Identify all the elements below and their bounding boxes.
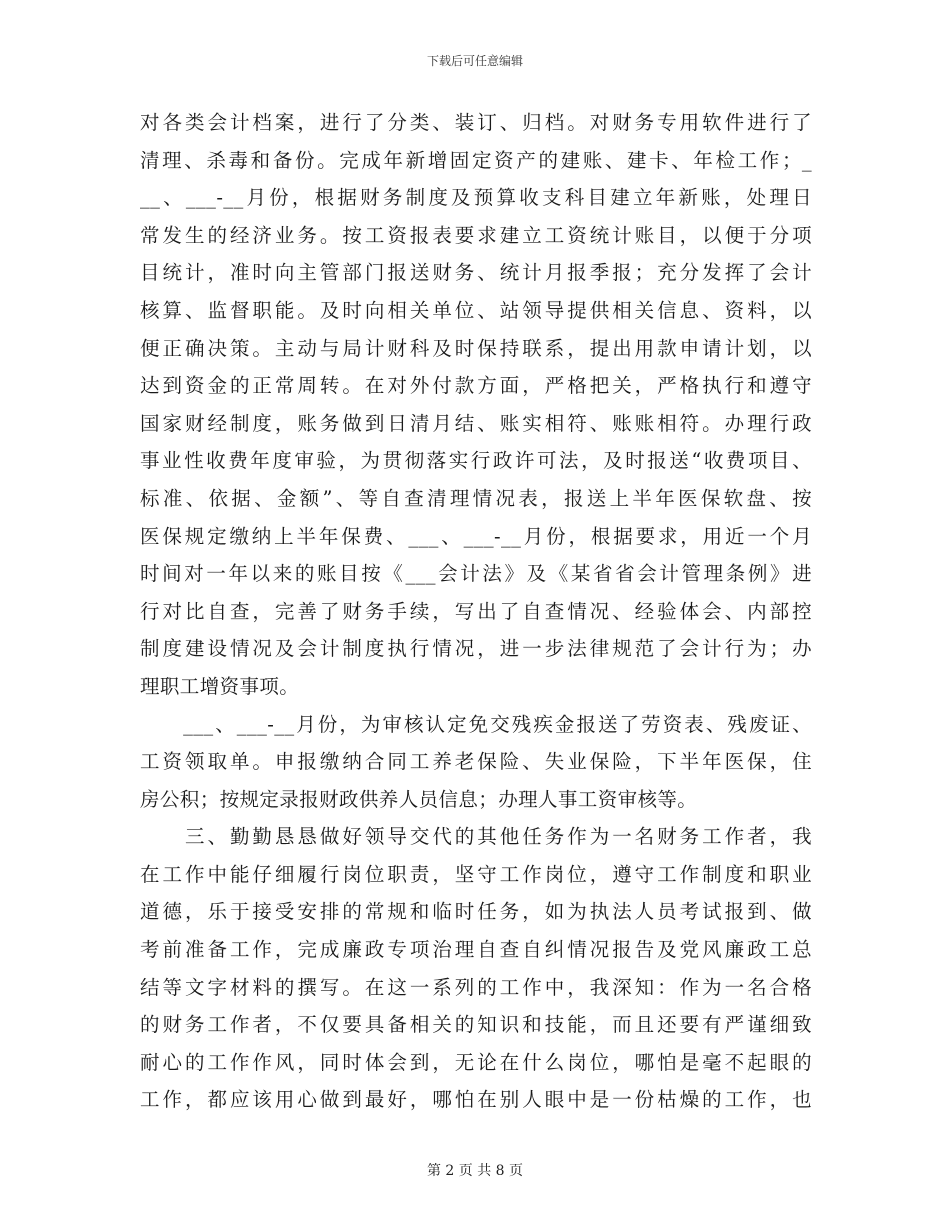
page-header: 下载后可任意编辑 [426, 54, 523, 68]
document-body [140, 104, 812, 1119]
text-line: 工资领取单。申报缴纳合同工养老保险、失业保险，下半年医保，住 [140, 750, 812, 774]
text-line: 耐心的工作作风，同时体会到，无论在什么岗位，哪怕是毫不起眼的 [140, 1050, 812, 1074]
text-line: 道德，乐于接受安排的常规和临时任务，如为执法人员考试报到、做 [140, 900, 812, 924]
text-line: 常发生的经济业务。按工资报表要求建立工资统计账目，以便于分项 [140, 223, 812, 247]
text-line: 考前准备工作，完成廉政专项治理自查自纠情况报告及党风廉政工总 [140, 938, 812, 962]
text-line: 清理、杀毒和备份。完成年新增固定资产的建账、建卡、年检工作；_ [140, 148, 812, 172]
text-line: 的财务工作者，不仅要具备相关的知识和技能，而且还要有严谨细致 [140, 1013, 812, 1037]
text-line: 在工作中能仔细履行岗位职责，坚守工作岗位，遵守工作制度和职业 [140, 862, 812, 886]
text-line: 医保规定缴纳上半年保费、___、___-__月份，根据要求，用近一个月 [140, 524, 812, 548]
text-line: 目统计，准时向主管部门报送财务、统计月报季报；充分发挥了会计 [140, 261, 812, 285]
text-line: 理职工增资事项。 [140, 674, 300, 698]
text-line: 结等文字材料的撰写。在这一系列的工作中，我深知：作为一名合格 [140, 975, 812, 999]
text-line: 三、勤勤恳恳做好领导交代的其他任务作为一名财务工作者，我 [140, 825, 812, 849]
text-line: 标准、依据、金额”、等自查清理情况表，报送上半年医保软盘、按 [140, 486, 812, 510]
text-line: 核算、监督职能。及时向相关单位、站领导提供相关信息、资料，以 [140, 298, 812, 322]
text-line: 对各类会计档案，进行了分类、装订、归档。对财务专用软件进行了 [140, 111, 812, 134]
text-line: 国家财经制度，账务做到日清月结、账实相符、账账相符。办理行政 [140, 411, 812, 435]
text-line: 工作，都应该用心做到最好，哪怕在别人眼中是一份枯燥的工作，也 [140, 1088, 812, 1112]
text-line: 便正确决策。主动与局计财科及时保持联系，提出用款申请计划，以 [140, 336, 812, 360]
text-line: 行对比自查，完善了财务手续，写出了自查情况、经验体会、内部控 [140, 599, 812, 623]
page-footer: 第 2 页 共 8 页 [426, 1163, 524, 1179]
text-line: ___、___-__月份，为审核认定免交残疾金报送了劳资表、残废证、 [140, 712, 812, 736]
text-line: 事业性收费年度审验，为贯彻落实行政许可法，及时报送“收费项目、 [140, 449, 812, 473]
text-line: __、___-__月份，根据财务制度及预算收支科目建立年新账，处理日 [140, 186, 812, 210]
text-line: 达到资金的正常周转。在对外付款方面，严格把关，严格执行和遵守 [140, 374, 812, 398]
text-line: 房公积；按规定录报财政供养人员信息；办理人事工资审核等。 [140, 787, 698, 811]
text-line: 制度建设情况及会计制度执行情况，进一步法律规范了会计行为；办 [140, 637, 812, 661]
text-line: 时间对一年以来的账目按《___会计法》及《某省省会计管理条例》进 [140, 562, 812, 586]
